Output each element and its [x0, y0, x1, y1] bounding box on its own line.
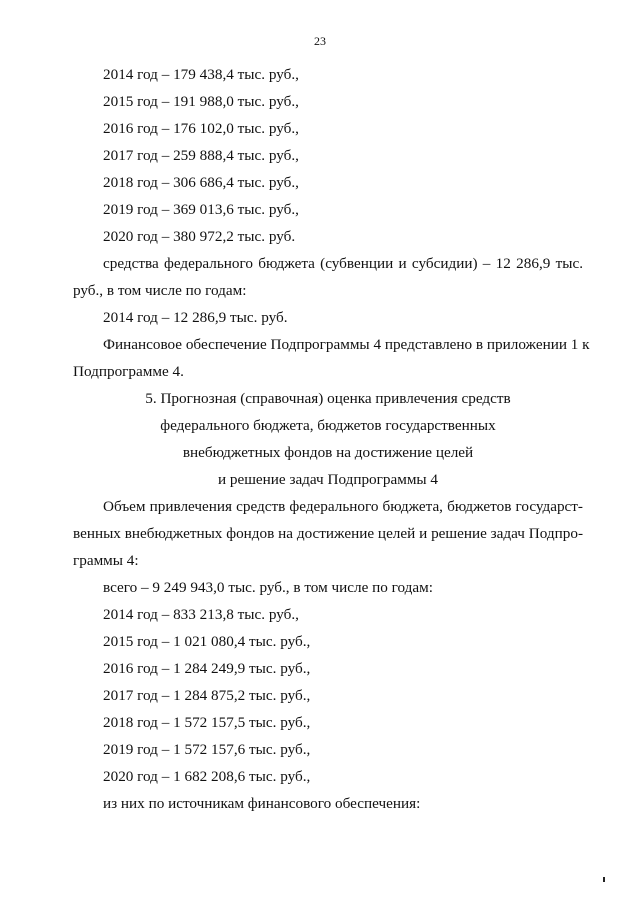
year-list-1: [73, 61, 583, 250]
heading-line: 5. Прогнозная (справочная) оценка привлечения средств: [145, 390, 511, 407]
federal-2014-line: 2014 год – 12 286,9 тыс. руб.: [103, 309, 288, 326]
total-line: всего – 9 249 943,0 тыс. руб., в том числе по годам:: [103, 579, 433, 596]
year-line: 2019 год – 369 013,6 тыс. руб.,: [103, 201, 299, 218]
paragraph-line: руб., в том числе по годам:: [73, 282, 247, 299]
year-line: 2016 год – 1 284 249,9 тыс. руб.,: [103, 660, 311, 677]
year-line: 2017 год – 259 888,4 тыс. руб.,: [103, 147, 299, 164]
federal-funds-paragraph: [73, 250, 583, 304]
paragraph-line: Объем привлечения средств федерального бюджета, бюджетов государст-: [103, 498, 583, 515]
heading-line: внебюджетных фондов на достижение целей: [182, 444, 474, 461]
year-line: 2014 год – 179 438,4 тыс. руб.,: [103, 66, 299, 83]
document-body: [73, 61, 590, 817]
year-line: 2018 год – 1 572 157,5 тыс. руб.,: [103, 714, 311, 731]
year-line: 2020 год – 1 682 208,6 тыс. руб.,: [103, 768, 311, 785]
page-number: 23: [314, 34, 326, 48]
heading-line: федерального бюджета, бюджетов государственных: [160, 417, 496, 434]
paragraph-line: Подпрограмме 4.: [73, 363, 184, 380]
volume-paragraph: [73, 493, 583, 574]
section-heading: [73, 385, 583, 493]
year-line: 2016 год – 176 102,0 тыс. руб.,: [103, 120, 299, 137]
paragraph-line: венных внебюджетных фондов на достижение целей и решение задач Подпро-: [73, 525, 583, 542]
year-line: 2014 год – 833 213,8 тыс. руб.,: [103, 606, 299, 623]
year-line: 2015 год – 191 988,0 тыс. руб.,: [103, 93, 299, 110]
scan-mark: [603, 877, 605, 882]
year-line: 2015 год – 1 021 080,4 тыс. руб.,: [103, 633, 311, 650]
heading-line: и решение задач Подпрограммы 4: [217, 471, 439, 488]
year-list-2: [73, 601, 583, 790]
year-line: 2017 год – 1 284 875,2 тыс. руб.,: [103, 687, 311, 704]
sources-line: из них по источникам финансового обеспечения:: [103, 795, 421, 812]
year-line: 2019 год – 1 572 157,6 тыс. руб.,: [103, 741, 311, 758]
finance-paragraph: [73, 331, 590, 385]
year-line: 2018 год – 306 686,4 тыс. руб.,: [103, 174, 299, 191]
paragraph-line: средства федерального бюджета (субвенции и субсидии) – 12 286,9 тыс.: [103, 255, 583, 272]
paragraph-line: Финансовое обеспечение Подпрограммы 4 представлено в приложении 1 к: [103, 336, 590, 353]
year-line: 2020 год – 380 972,2 тыс. руб.: [103, 228, 296, 245]
paragraph-line: граммы 4:: [73, 552, 139, 569]
